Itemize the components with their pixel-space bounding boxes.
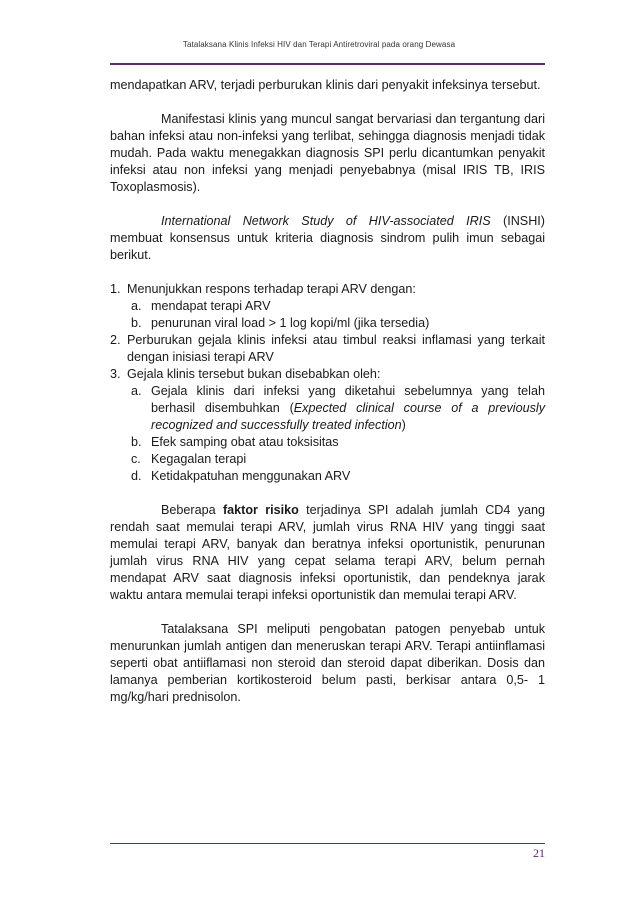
list-item-2: [110, 332, 545, 366]
sub-item-3d: [131, 468, 545, 485]
footer-divider: [110, 843, 545, 844]
running-header: Tatalaksana Klinis Infeksi HIV dan Terapi Antiretroviral pada orang Dewasa: [182, 40, 456, 49]
paragraph-5: Tatalaksana SPI meliputi pengobatan patogen penyebab untuk menurunkan jumlah antigen dan meneruskan terapi ARV. Terapi antiinflamasi seperti obat antiiflamasi non steroid dan steroid dapat diberikan. Dosis dan lamanya pemberian kortikosteroid belum pasti, berkisar antara 0,5- 1 mg/kg/hari prednisolon.: [110, 622, 545, 704]
sub-item-plain: Gejala klinis dari infeksi yang diketahui sebelumnya yang telah berhasil disembuhkan (: [151, 384, 545, 415]
page-number: 21: [533, 846, 545, 860]
sub-letter: a.: [131, 299, 142, 313]
sub-letter: b.: [131, 316, 142, 330]
sub-letter: d.: [131, 469, 142, 483]
sub-item-text: mendapat terapi ARV: [151, 299, 271, 313]
sub-item-1b: [131, 315, 545, 332]
sub-item-text: Kegagalan terapi: [151, 452, 247, 466]
paragraph-4-lead: Beberapa: [161, 503, 223, 517]
list-number: 1.: [110, 282, 121, 296]
list-number: 3.: [110, 367, 121, 381]
paragraph-1: mendapatkan ARV, terjadi perburukan klinis dari penyakit infeksinya tersebut.: [110, 78, 541, 92]
list-item-text: Menunjukkan respons terhadap terapi ARV dengan:: [127, 282, 416, 296]
list-item-text: Gejala klinis tersebut bukan disebabkan oleh:: [127, 367, 381, 381]
risk-factor-bold: faktor risiko: [222, 503, 299, 517]
paragraph-2: Manifestasi klinis yang muncul sangat bervariasi dan tergantung dari bahan infeksi atau non-infeksi yang terlibat, sehingga diagnosis menjadi tidak mudah. Pada waktu menegakkan diagnosis SPI perlu dicantumkan penyakit infeksi atau non infeksi yang menjadi penyebabnya (misal IRIS TB, IRIS Toxoplasmosis).: [110, 112, 545, 194]
list-item-3: [110, 366, 545, 485]
sub-letter: c.: [131, 452, 141, 466]
sub-item-3c: [131, 451, 545, 468]
criteria-list: [110, 281, 545, 485]
header-divider: [110, 63, 545, 65]
sub-item-text: Efek samping obat atau toksisitas: [151, 435, 339, 449]
sub-letter: a.: [131, 384, 142, 398]
sub-item-3b: [131, 434, 545, 451]
sub-item-text: Ketidakpatuhan menggunakan ARV: [151, 469, 351, 483]
paragraph-3-text: (INSHI) membuat konsensus untuk kriteria diagnosis sindrom pulih imun sebagai berikut.: [110, 214, 545, 262]
inshi-italic-text: International Network Study of HIV-associated IRIS: [161, 214, 491, 228]
sub-item-italic: Expected clinical course of a previously recognized and successfully treated infection: [151, 401, 545, 432]
page-body: [110, 77, 545, 723]
list-item-text: Perburukan gejala klinis infeksi atau timbul reaksi inflamasi yang terkait dengan inisiasi terapi ARV: [127, 333, 545, 364]
paragraph-4-text: terjadinya SPI adalah jumlah CD4 yang rendah saat memulai terapi ARV, jumlah virus RNA HIV yang tinggi saat memulai terapi ARV, banyak dan beratnya infeksi oportunistik, penurunan jumlah virus RNA HIV yang cepat selama terapi ARV, belum pernah mendapat ARV saat diagnosis infeksi oportunistik, dan pendeknya jarak waktu antara memulai terapi infeksi oportunistik dan memulai terapi ARV.: [110, 503, 546, 602]
paragraph-3: [110, 213, 545, 264]
sub-item-text: [151, 383, 545, 434]
sub-item-3a: [131, 383, 545, 434]
sub-item-text: penurunan viral load > 1 log kopi/ml (jika tersedia): [151, 316, 430, 330]
sub-item-close: ): [401, 418, 406, 432]
sub-item-1a: [131, 298, 545, 315]
sub-letter: b.: [131, 435, 142, 449]
paragraph-4: [110, 502, 545, 604]
list-number: 2.: [110, 333, 121, 347]
list-item-1: [110, 281, 545, 332]
